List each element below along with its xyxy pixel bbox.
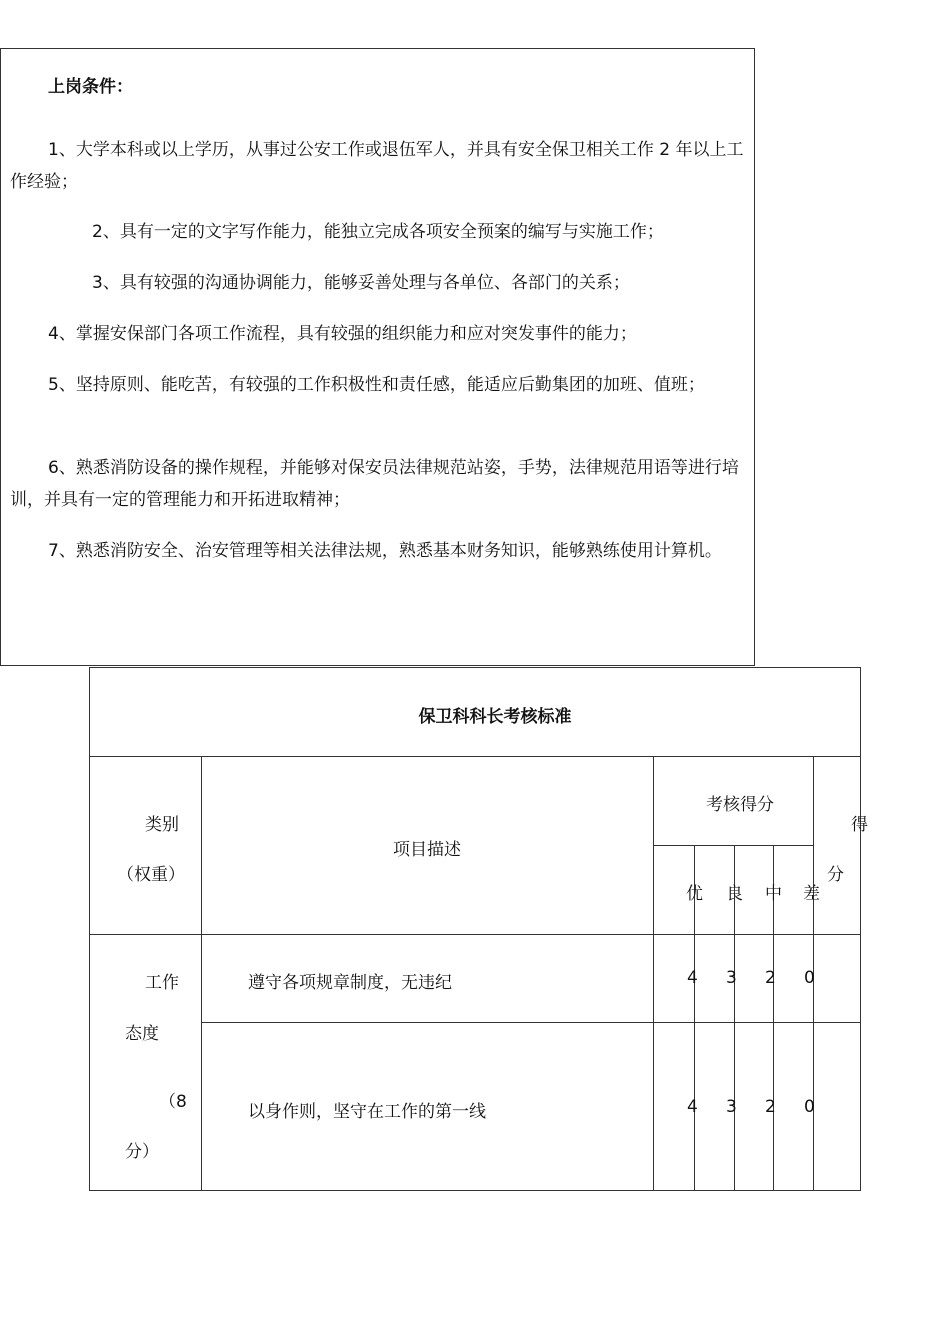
table-divider [653, 845, 813, 846]
table-border-right [860, 667, 861, 1191]
requirement-item-5: 5、坚持原则、能吃苦，有较强的工作积极性和责任感，能适应后勤集团的加班、值班； [48, 375, 705, 395]
table-divider [653, 756, 654, 1191]
section-weight: 分） [125, 1142, 159, 1162]
row-score-good: 3 [726, 968, 737, 988]
header-grade-poor: 差 [803, 884, 820, 904]
section-weight: （8 [159, 1092, 187, 1112]
row-score-average: 2 [765, 1097, 776, 1117]
requirements-title: 上岗条件： [48, 77, 133, 97]
requirement-item-7: 7、熟悉消防安全、治安管理等相关法律法规，熟悉基本财务知识，能够熟练使用计算机。 [48, 541, 722, 561]
row-description: 以身作则，坚守在工作的第一线 [248, 1102, 486, 1122]
header-grade-excellent: 优 [686, 884, 703, 904]
header-grade-average: 中 [765, 884, 782, 904]
header-description: 项目描述 [393, 840, 461, 860]
requirement-item-2: 2、具有一定的文字写作能力，能独立完成各项安全预案的编写与实施工作； [92, 222, 664, 242]
section-category: 工作 [145, 973, 179, 993]
header-final-score: 分 [827, 865, 844, 885]
row-score-poor: 0 [804, 968, 815, 988]
requirement-item-4: 4、掌握安保部门各项工作流程，具有较强的组织能力和应对突发事件的能力； [48, 324, 637, 344]
row-score-poor: 0 [804, 1097, 815, 1117]
row-description: 遵守各项规章制度，无违纪 [248, 973, 452, 993]
table-divider [201, 756, 202, 1191]
table-title: 保卫科科长考核标准 [418, 707, 572, 727]
section-category: 态度 [125, 1024, 159, 1044]
requirement-item-6: 6、熟悉消防设备的操作规程，并能够对保安员法律规范站姿，手势，法律规范用语等进行培训，并具有一定的管理能力和开拓进取精神； [10, 458, 739, 510]
table-border-left [89, 667, 90, 1191]
header-final-score: 得 [851, 815, 868, 835]
requirement-item-3: 3、具有较强的沟通协调能力，能够妥善处理与各单位、各部门的关系； [92, 273, 630, 293]
table-border-top [89, 667, 861, 668]
requirement-item-1: 1、大学本科或以上学历，从事过公安工作或退伍军人，并具有安全保卫相关工作 2 年以上工作经验； [10, 140, 744, 192]
table-divider [89, 934, 861, 935]
header-category: 类别 [145, 815, 179, 835]
row-score-average: 2 [765, 968, 776, 988]
table-divider [201, 1022, 861, 1023]
table-border-bottom [89, 1190, 861, 1191]
header-grade-good: 良 [726, 884, 743, 904]
header-weight: （权重） [117, 865, 185, 885]
row-score-excellent: 4 [687, 1097, 698, 1117]
row-score-excellent: 4 [687, 968, 698, 988]
row-score-good: 3 [726, 1097, 737, 1117]
header-score-group: 考核得分 [706, 795, 774, 815]
assessment-table [89, 667, 868, 1191]
table-divider [89, 756, 861, 757]
